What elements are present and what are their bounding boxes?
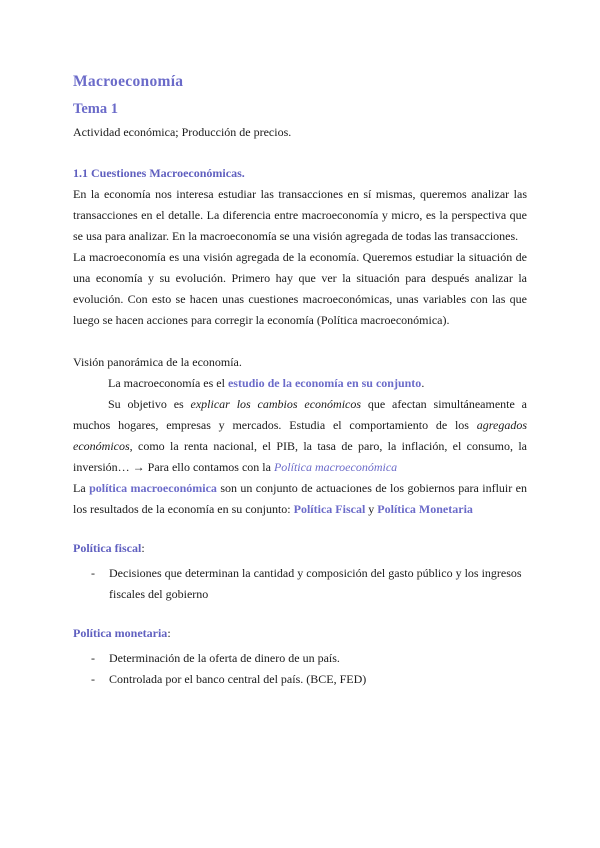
text-run: que afectan simultáneamente a muchos hogares, empresas y mercados. Estudia el comportamiento de los bbox=[73, 397, 527, 432]
fiscal-list bbox=[73, 563, 527, 605]
text-run: La macroeconomía es el bbox=[108, 376, 228, 390]
document-content bbox=[73, 70, 527, 690]
highlight-term: política macroeconómica bbox=[89, 481, 217, 495]
highlight-term-italic: Política macroeconómica bbox=[273, 460, 398, 474]
section-paragraph-2: La macroeconomía es una visión agregada de la economía. Queremos estudiar la situación de una economía y su evolución. Primero hay que ver la situación para después analizar la evolución. Con esto se hacen unas cuestiones macroeconómicas, unas variables con las que luego se hacen acciones para corregir la economía (Política macroeconómica). bbox=[73, 250, 527, 327]
list-item-text: Controlada por el banco central del país. (BCE, FED) bbox=[109, 672, 367, 686]
section-heading: 1.1 Cuestiones Macroeconómicas. bbox=[73, 166, 245, 180]
list-item-text: Decisiones que determinan la cantidad y composición del gasto público y los ingresos fiscales del gobierno bbox=[109, 566, 522, 601]
dash-bullet: - bbox=[91, 672, 95, 686]
section-paragraph-1: En la economía nos interesa estudiar las transacciones en sí mismas, queremos analizar las transacciones en el detalle. La diferencia entre macroeconomía y micro, es la perspectiva que se usa para analizar. En la macroeconomía se una visión agregada de todas las transacciones. bbox=[73, 187, 527, 243]
highlight-term: Política Fiscal bbox=[293, 502, 366, 516]
monetaria-heading-label: Política monetaria bbox=[73, 626, 168, 640]
italic-term: explicar los cambios económicos bbox=[190, 397, 362, 411]
list-item-text: Determinación de la oferta de dinero de un país. bbox=[109, 651, 340, 665]
list-item bbox=[73, 648, 527, 669]
topic-heading: Tema 1 bbox=[73, 101, 118, 117]
list-item bbox=[73, 563, 527, 605]
italic-term: agregados económicos bbox=[73, 418, 527, 453]
monetaria-heading bbox=[73, 623, 527, 644]
text-run: , como la renta nacional, el PIB, la tasa de paro, la inflación, el consumo, la inversión… → Para ello contamos con la bbox=[73, 439, 527, 474]
text-run: La bbox=[73, 481, 90, 495]
highlight-term: Política Monetaria bbox=[377, 502, 473, 516]
vision-paragraph-3 bbox=[73, 478, 527, 520]
spacer bbox=[73, 331, 527, 352]
vision-paragraph-2 bbox=[73, 394, 527, 478]
text-run: son un conjunto de actuaciones de los gobiernos para influir en los resultados de la economía en su conjunto: bbox=[73, 481, 527, 516]
document-title: Macroeconomía bbox=[73, 73, 184, 90]
text-run: . bbox=[421, 376, 425, 390]
fiscal-heading-label: Política fiscal bbox=[73, 541, 142, 555]
text-run: y bbox=[365, 502, 378, 516]
dash-bullet: - bbox=[91, 566, 95, 580]
text-run: Su objetivo es bbox=[108, 397, 191, 411]
dash-bullet: - bbox=[91, 651, 95, 665]
text-run: : bbox=[167, 626, 171, 640]
topic-subtitle: Actividad económica; Producción de precios. bbox=[73, 125, 292, 139]
highlight-term: estudio de la economía en su conjunto bbox=[227, 376, 422, 390]
vision-heading: Visión panorámica de la economía. bbox=[73, 355, 242, 369]
text-run: : bbox=[141, 541, 145, 555]
list-item bbox=[73, 669, 527, 690]
monetaria-list bbox=[73, 648, 527, 690]
vision-paragraph-1 bbox=[73, 373, 527, 394]
fiscal-heading bbox=[73, 538, 527, 559]
